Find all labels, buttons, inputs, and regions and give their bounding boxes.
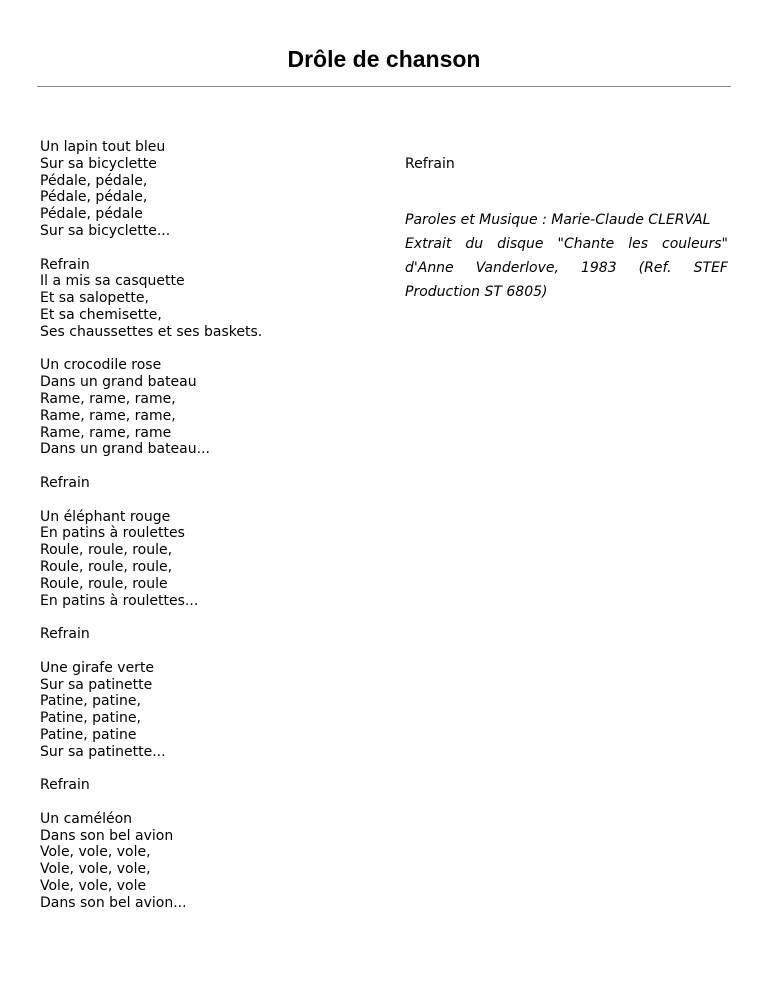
lyric-line: Pédale, pédale, xyxy=(40,189,148,206)
stanza xyxy=(40,357,380,458)
lyric-line: Sur sa patinette... xyxy=(40,743,166,760)
lyrics-column xyxy=(40,139,380,928)
lyric-line: Et sa salopette, xyxy=(40,290,149,307)
lyric-line: Sur sa bicyclette xyxy=(40,155,157,172)
lyric-line: Rame, rame, rame xyxy=(40,424,172,441)
refrain-label: Refrain xyxy=(40,256,90,273)
title-divider xyxy=(37,86,731,87)
lyric-line: Un crocodile rose xyxy=(40,357,162,374)
lyric-line: Vole, vole, vole, xyxy=(40,861,151,878)
lyric-line: Et sa chemisette, xyxy=(40,306,162,323)
lyric-line: Vole, vole, vole xyxy=(40,878,147,895)
page-title: Drôle de chanson xyxy=(287,46,481,72)
lyric-line: Ses chaussettes et ses baskets. xyxy=(40,323,263,340)
lyric-line: Dans un grand bateau... xyxy=(40,441,210,458)
stanza xyxy=(40,257,380,341)
lyric-line: En patins à roulettes... xyxy=(40,592,199,609)
lyric-line: Un caméléon xyxy=(40,810,133,827)
stanza xyxy=(40,509,380,610)
stanza xyxy=(40,626,380,643)
stanza xyxy=(40,811,380,912)
refrain-label: Refrain xyxy=(40,474,90,491)
lyric-line: En patins à roulettes xyxy=(40,525,185,542)
lyric-line: Roule, roule, roule, xyxy=(40,558,173,575)
lyric-line: Patine, patine, xyxy=(40,710,141,727)
credits-authors: Paroles et Musique : Marie-Claude CLERVAL xyxy=(405,212,711,228)
stanza xyxy=(40,475,380,492)
lyric-line: Patine, patine xyxy=(40,726,137,743)
lyric-line: Rame, rame, rame, xyxy=(40,390,176,407)
lyric-line: Une girafe verte xyxy=(40,659,155,676)
lyric-line: Pédale, pédale xyxy=(40,206,143,223)
credits-block xyxy=(405,208,728,304)
lyric-line: Pédale, pédale, xyxy=(40,172,148,189)
lyric-line: Dans un grand bateau xyxy=(40,374,197,391)
lyric-line: Un lapin tout bleu xyxy=(40,139,166,155)
lyric-line: Roule, roule, roule, xyxy=(40,542,173,559)
credits-column xyxy=(405,156,728,304)
lyric-line: Un éléphant rouge xyxy=(40,508,171,525)
stanza xyxy=(40,660,380,761)
credits-record: Extrait du disque "Chante les couleurs" d'Anne Vanderlove, 1983 (Ref. STEF Production ST 6805) xyxy=(405,236,728,300)
stanza xyxy=(40,139,380,240)
lyric-line: Roule, roule, roule xyxy=(40,575,168,592)
lyric-line: Il a mis sa casquette xyxy=(40,273,185,290)
refrain-label: Refrain xyxy=(40,777,90,794)
refrain-label: Refrain xyxy=(40,626,90,643)
lyric-line: Dans son bel avion xyxy=(40,827,174,844)
refrain-label: Refrain xyxy=(405,156,455,172)
lyric-line: Sur sa bicyclette... xyxy=(40,222,171,239)
lyric-line: Sur sa patinette xyxy=(40,676,153,693)
lyric-line: Vole, vole, vole, xyxy=(40,844,151,861)
stanza xyxy=(40,777,380,794)
lyric-line: Patine, patine, xyxy=(40,693,141,710)
lyric-line: Rame, rame, rame, xyxy=(40,407,176,424)
lyric-line: Dans son bel avion... xyxy=(40,894,187,911)
